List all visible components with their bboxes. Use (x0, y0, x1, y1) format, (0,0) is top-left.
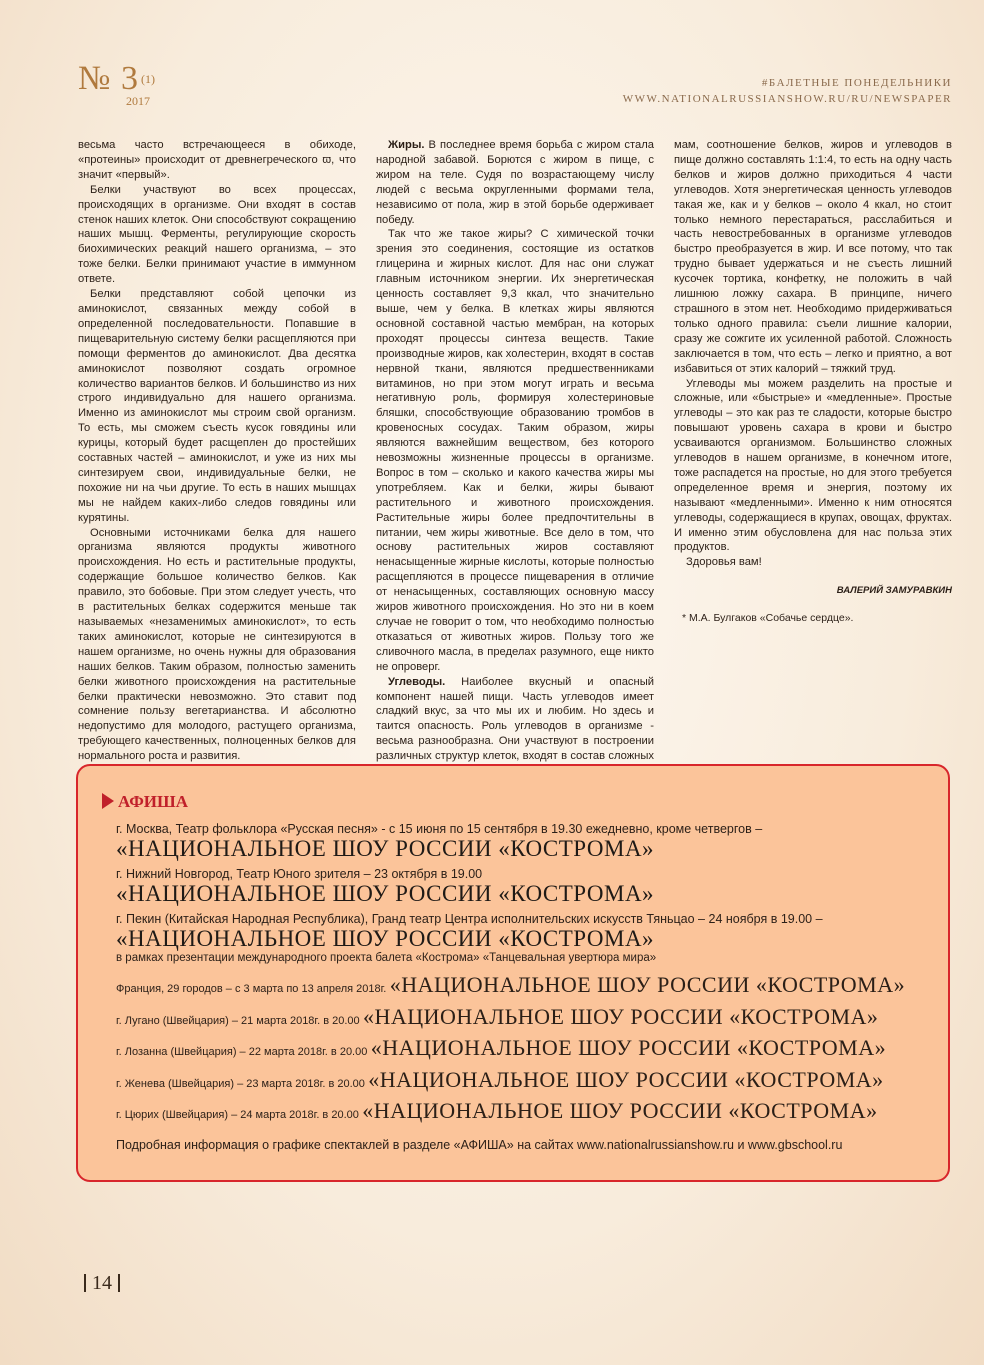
fats-intro: В последнее время борьба с жиром стала народной забавой. Борются с жиром в пище, с жиром на теле. Судя по возрастающему числу людей с весьма округленными формами тела, независимо от пола, жир в этой борьбе одерживает победу. (376, 139, 654, 226)
event-text: г. Женева (Швейцария) – 23 марта 2018г. в 20.00 (116, 1078, 365, 1090)
event-moscow (116, 822, 762, 862)
event-text: г. Лугано (Швейцария) – 21 марта 2018г. в 20.00 (116, 1015, 360, 1027)
event-text: г. Москва, Театр фольклора «Русская песня» - с 15 июня по 15 сентября в 19.30 ежедневно, кроме четвергов – (116, 822, 763, 836)
section-tag: #БАЛЕТНЫЕ ПОНЕДЕЛЬНИКИ (761, 77, 952, 89)
paragraph: Белки участвуют во всех процессах, происходящих в организме. Они входят в состав стенок наших клеток. Они способствуют сокращению наших мышц. Ферменты, регулирующие скорость биохимических реакций нашего организма, – это тоже белки. Белки принимают участие в иммунном ответе. (78, 183, 356, 286)
article-column-2 (376, 138, 654, 794)
footnote: * М.А. Булгаков «Собачье сердце». (682, 612, 854, 625)
article-column-1 (78, 138, 356, 794)
event-beijing (116, 912, 823, 964)
show-title: «НАЦИОНАЛЬНОЕ ШОУ РОССИИ «КОСТРОМА» (368, 1067, 884, 1092)
header-right (623, 75, 952, 107)
paragraph: весьма часто встречающееся в обиходе, «протеины» происходит от древнегреческого ϖ, что значит «первый». (78, 139, 356, 181)
show-title: «НАЦИОНАЛЬНОЕ ШОУ РОССИИ «КОСТРОМА» (370, 1035, 887, 1060)
divider (84, 1274, 86, 1292)
closing-line: Здоровья вам! (686, 556, 762, 569)
show-title: «НАЦИОНАЛЬНОЕ ШОУ РОССИИ «КОСТРОМА» (116, 881, 655, 906)
event-lugano (116, 1004, 878, 1030)
paragraph: Углеводы мы можем разделить на простые и сложные, или «быстрые» и «медленные». Простые углеводы – это как раз те сладости, которые быстро повышают уровень сахара в крови и быстро усваиваются организмом. Большинство сложных углеводов в нашем организме, в конечном итоге, тоже распадется на простые, но для этого требуется определенное время и энергия, поэтому их называют «медленными». Именно к ним относятся углеводы, содержащиеся в крупах, овощах, фруктах. И именно этим обусловлена для нас польза этих продуктов. (674, 377, 952, 554)
event-zurich (116, 1098, 878, 1124)
event-note: в рамках презентации международного проекта балета «Кострома» «Танцевальная увертюра мира» (116, 952, 657, 964)
article-column-3 (674, 138, 952, 626)
page-number (78, 1272, 126, 1295)
issue-subnumber: (1) (140, 72, 155, 86)
show-title: «НАЦИОНАЛЬНОЕ ШОУ РОССИИ «КОСТРОМА» (362, 1004, 879, 1029)
event-text: г. Пекин (Китайская Народная Республика), Гранд театр Центра исполнительских искусств Тяньцао – 24 ноября в 19.00 – (116, 912, 823, 926)
event-text: г. Цюрих (Швейцария) – 24 марта 2018г. в 20.00 (116, 1109, 359, 1121)
article-body (78, 138, 952, 763)
carbs-heading: Углеводы. (388, 675, 446, 688)
show-title: «НАЦИОНАЛЬНОЕ ШОУ РОССИИ «КОСТРОМА» (362, 1098, 878, 1123)
issue-number: № 3 (78, 60, 139, 97)
event-text: г. Лозанна (Швейцария) – 22 марта 2018г. в 20.00 (116, 1046, 368, 1058)
afisha-title-text: АФИША (118, 792, 188, 811)
paragraph: Так что же такое жиры? С химической точки зрения это соединения, состоящие из остатков глицерина и жирных кислот. Для нас они служат главным источником энергии. Их энергетическая ценность составляет 9,3 ккал, что значительно выше, чем у белка. В клетках жиры являются основной составной частью мембран, на которых проходят процессы синтеза веществ. Такие производные жиров, как холестерин, входят в состав нервной ткани, являются предшественниками витаминов, но при этом могут играть и весьма негативную роль, формируя холестериновые бляшки, способствующие образованию тромбов в кровеносных сосудах. Таким образом, жиры являются важнейшим веществом, без которого невозможны жизненные процессы в организме. Вопрос в том – сколько и какого качества жиры мы употребляем. Как и белки, жиры бывают растительного и животного происхождения. Растительные жиры более предпочтительны в питании, чем жиры животные. Все дело в том, что основу растительных жиров составляют ненасыщенные жирные кислоты, которые полностью расщепляются в процессе пищеварения в отличие от ненасыщенных, составляющих основную массу жиров животного происхождения. Но это ни в коем случае не говорит о том, что необходимо полностью отказаться от животных жиров. Пользу того же сливочного масла, в пределах разумного, еще никто не опроверг. (376, 228, 654, 673)
afisha-box (76, 764, 950, 1182)
divider (118, 1274, 120, 1292)
event-nnovgorod (116, 867, 654, 907)
site-url: WWW.NATIONALRUSSIANSHOW.RU/RU/NEWSPAPER (622, 93, 952, 105)
fats-heading: Жиры. (388, 139, 425, 151)
show-title: «НАЦИОНАЛЬНОЕ ШОУ РОССИИ «КОСТРОМА» (389, 972, 906, 997)
show-title: «НАЦИОНАЛЬНОЕ ШОУ РОССИИ «КОСТРОМА» (116, 926, 655, 951)
paragraph: Основными источниками белка для нашего организма являются продукты животного происхождения. Но есть и растительные продукты, содержащие большое количество белков. Как правило, это бобовые. При этом следует учесть, что в растительных белках содержится меньше так называемых «незаменимых аминокислот», то есть таких аминокислот, которые не синтезируются в нашем организме, но очень нужны для образования наших белков. Таким образом, полностью заменить белки животного происхождения на растительные белки практически невозможно. Это ставит под сомнение пользу вегетарианства. И абсолютно недопустимо для молодого, растущего организма, требующего качественных, полноценных белков для нормального роста и развития. (78, 526, 356, 763)
issue-year: 2017 (126, 94, 150, 108)
show-title: «НАЦИОНАЛЬНОЕ ШОУ РОССИИ «КОСТРОМА» (116, 836, 655, 861)
triangle-icon (102, 793, 114, 809)
page-number-text: 14 (92, 1272, 112, 1294)
paragraph: мам, соотношение белков, жиров и углеводов в пище должно составлять 1:1:4, то есть на одну часть белков и жиров должно приходиться 4 части углеводов. Хотя энергетическая ценность углеводов такая же, как и у белков – около 4 ккал, но стоит только немного перестараться, расслабиться и часть невостребованных в организме углеводов быстро преобразуется в жир. И все потому, что так трудно бывает удержаться и не съесть лишний кусочек тортика, конфетку, не положить в чай лишнюю ложку сахара. В принципе, ничего страшного в этом нет. Необходимо придерживаться только одного правила: съели лишние калории, сразу же сожгите их усиленной работой. Сложность заключается в том, что есть – легко и приятно, а вот избавиться от этих калорий – тяжкий труд. (674, 139, 952, 375)
event-geneva (116, 1067, 884, 1093)
carbs-intro: Наиболее вкусный и опасный компонент нашей пищи. Часть углеводов имеет сладкий вкус, за что мы их и любим. Но здесь и таится опасность. Роль углеводов в организме - весьма разнообразна. Они участвуют в построении различных структур клеток, входят в состав сложных (376, 675, 654, 763)
event-france (116, 972, 905, 998)
paragraph: Белки представляют собой цепочки из аминокислот, связанных между собой в определенной последовательности. Попавшие в пищеварительную систему белки расщепляются при помощи ферментов до аминокислот. Два десятка аминокислот позволяют создать огромное количество вариантов белков. И большинство из них строго индивидуально для нашего организма. Именно из аминокислот мы строим свой организм. То есть, мы сможем съесть кусок говядины или курицы, который будет расщеплен до простейших составных частей – аминокислот, и уже из них мы синтезируем свои, индивидуальные белки, не похожие ни на чьи другие. То есть в наших мышцах мы не найдем каких-либо следов говядины или курятины. (78, 288, 356, 524)
afisha-title (102, 792, 188, 812)
paragraph-fats (376, 138, 654, 227)
issue-block (78, 60, 155, 108)
author-byline: ВАЛЕРИЙ ЗАМУРАВКИН (836, 585, 952, 597)
more-info-text: Подробная информация о графике спектаклей в разделе «АФИША» на сайтах www.nationalrussianshow.ru и www.gbschool.ru (116, 1138, 843, 1152)
event-text: г. Нижний Новгород, Театр Юного зрителя – 23 октября в 19.00 (116, 867, 483, 881)
event-lausanne (116, 1035, 886, 1061)
event-text: Франция, 29 городов – с 3 марта по 13 апреля 2018г. (116, 983, 387, 995)
more-info (116, 1138, 842, 1152)
